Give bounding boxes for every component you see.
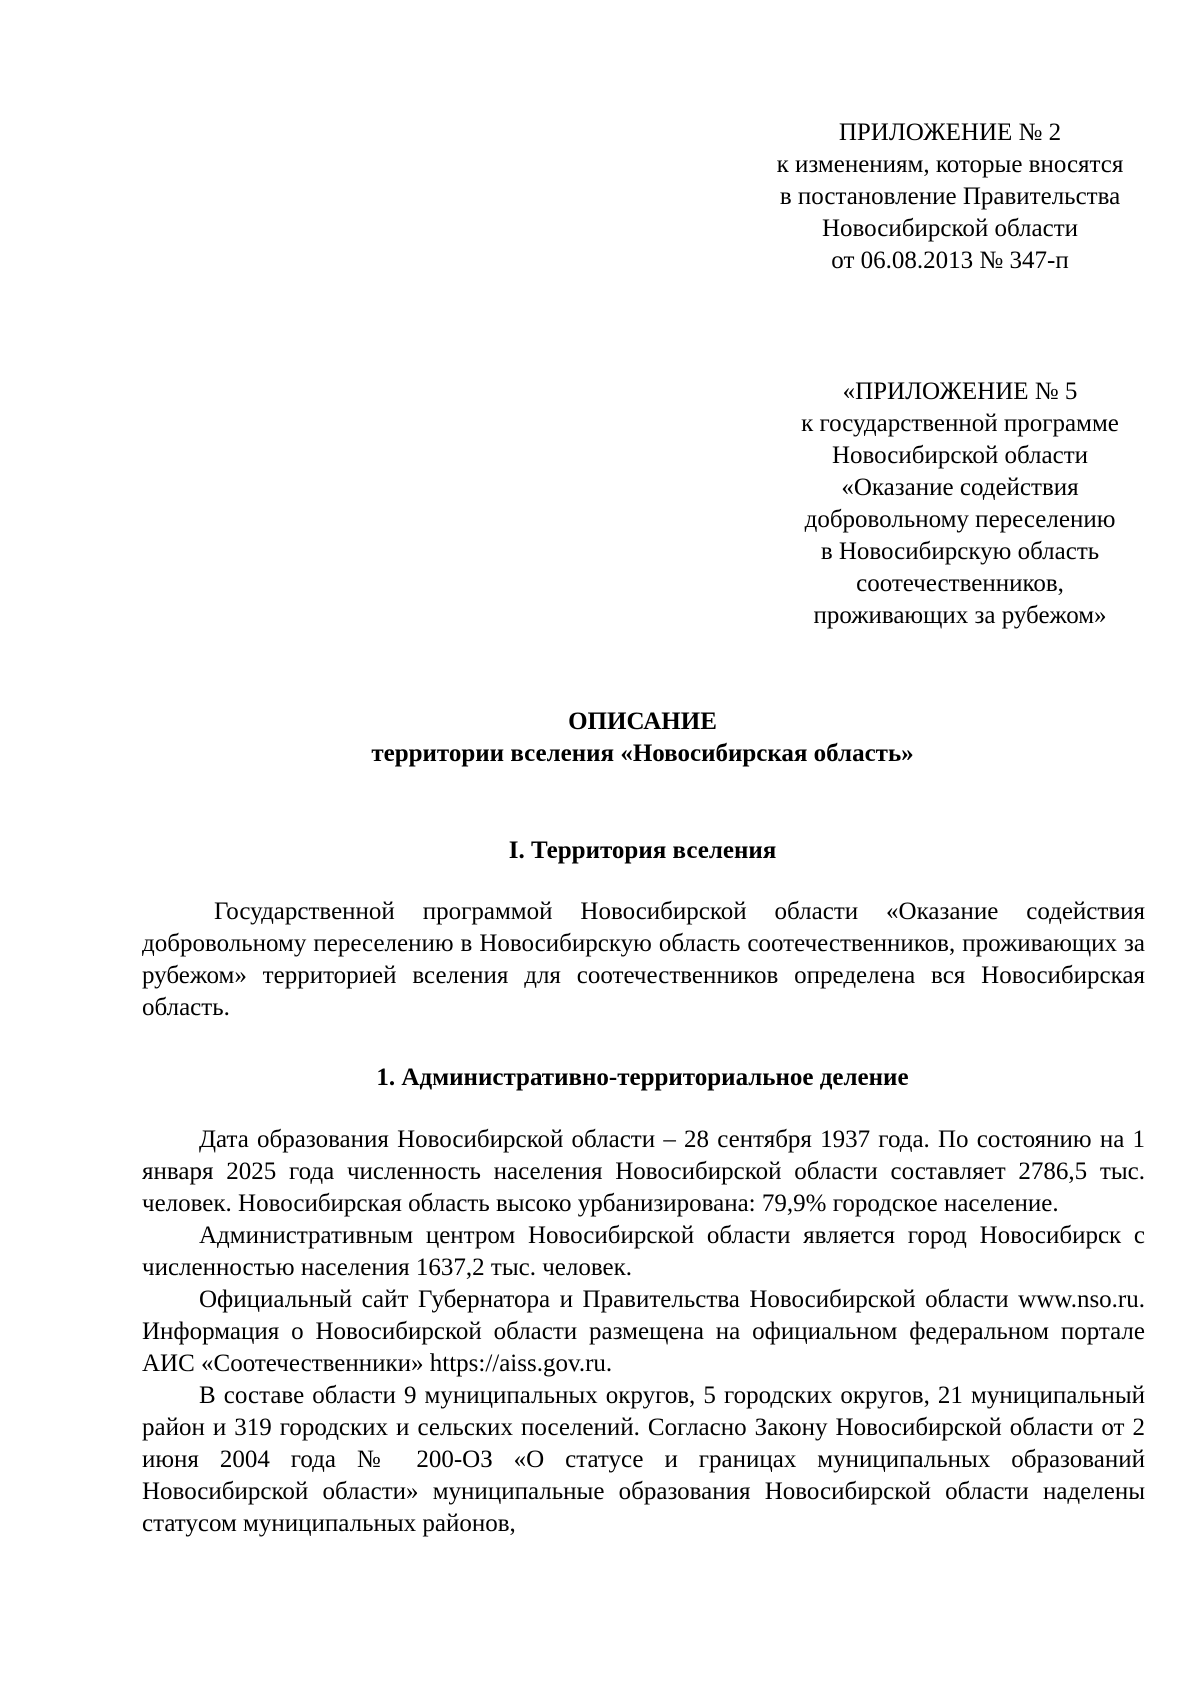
document-title-block bbox=[140, 706, 1145, 770]
attachment-5-line: в Новосибирскую область bbox=[820, 538, 1100, 565]
attachment-2-line: к изменениям, которые вносятся bbox=[776, 151, 1124, 178]
body-paragraph: Административным центром Новосибирской области является город Новосибирск с численностью населения 1637,2 тыс. человек. bbox=[142, 1222, 1145, 1281]
subsection-1-heading: 1. Административно-территориальное деление bbox=[376, 1064, 909, 1091]
document-title: ОПИСАНИЕ bbox=[568, 708, 717, 735]
attachment-5-line: проживающих за рубежом» bbox=[813, 602, 1107, 629]
body-paragraph: Официальный сайт Губернатора и Правительства Новосибирской области www.nso.ru. Информация о Новосибирской области размещена на официальном федеральном портале АИС «Соотечественники» https://aiss.gov.ru. bbox=[142, 1286, 1145, 1377]
body-paragraph: Дата образования Новосибирской области – 28 сентября 1937 года. По состоянию на 1 января 2025 года численность населения Новосибирской области составляет 2786,5 тыс. человек. Новосибирская область высоко урбанизирована: 79,9% городское население. bbox=[142, 1126, 1145, 1217]
section-1-body bbox=[142, 896, 1145, 1024]
section-1-paragraph: Государственной программой Новосибирской области «Оказание содействия добровольному переселению в Новосибирскую область соотечественников, проживающих за рубежом» территорией вселения для соотечественников определена вся Новосибирская область. bbox=[142, 898, 1145, 1021]
attachment-2-line: Новосибирской области bbox=[821, 215, 1079, 242]
document-subtitle: территории вселения «Новосибирская область» bbox=[371, 740, 914, 767]
attachment-5-header bbox=[750, 376, 1170, 632]
attachment-5-line: «ПРИЛОЖЕНИЕ № 5 bbox=[842, 378, 1078, 405]
body-paragraph: В составе области 9 муниципальных округов, 5 городских округов, 21 муниципальный район и 319 городских и сельских поселений. Согласно Закону Новосибирской области от 2 июня 2004 года № 200-ОЗ «О статусе и границах муниципальных образований Новосибирской области» муниципальные образования Новосибирской области наделены статусом муниципальных районов, bbox=[142, 1382, 1145, 1537]
subsection-1-body bbox=[142, 1124, 1145, 1540]
attachment-5-line: Новосибирской области bbox=[831, 442, 1089, 469]
attachment-5-line: добровольному переселению bbox=[804, 506, 1116, 533]
attachment-2-line: ПРИЛОЖЕНИЕ № 2 bbox=[838, 119, 1062, 146]
attachment-2-line: от 06.08.2013 № 347-п bbox=[831, 247, 1069, 274]
attachment-2-line: в постановление Правительства bbox=[779, 183, 1121, 210]
attachment-5-line: «Оказание содействия bbox=[841, 474, 1079, 501]
section-1-heading: I. Территория вселения bbox=[508, 837, 777, 864]
attachment-5-line: соотечественников, bbox=[856, 570, 1064, 597]
attachment-5-line: к государственной программе bbox=[801, 410, 1119, 437]
attachment-2-header bbox=[740, 117, 1160, 277]
